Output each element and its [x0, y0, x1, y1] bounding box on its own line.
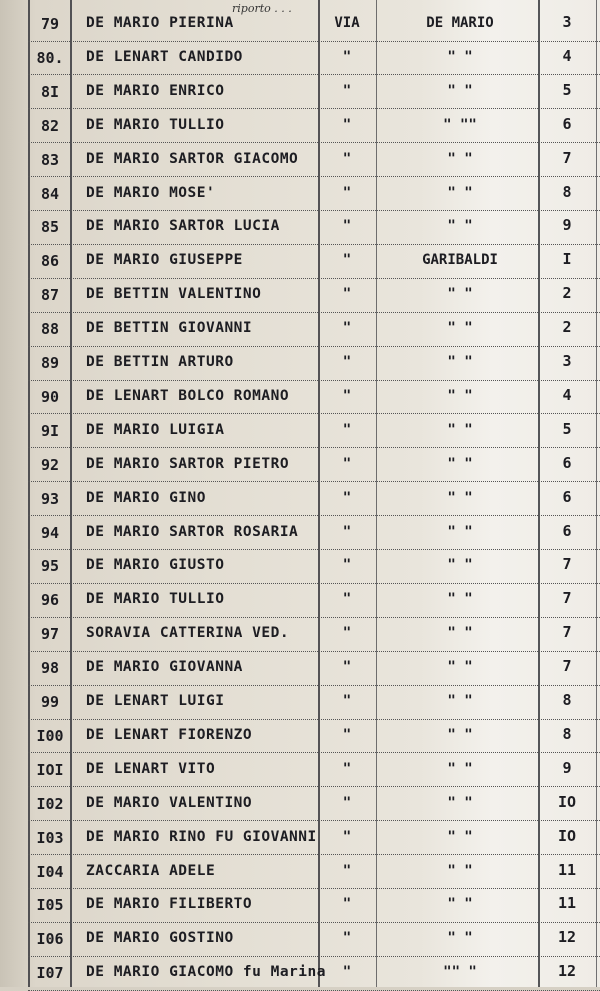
- resident-name: DE MARIO GIUSEPPE: [86, 252, 243, 269]
- via-cell: ": [342, 659, 352, 676]
- table-row: [0, 856, 600, 890]
- street-name: " ": [447, 82, 473, 99]
- row-number: 99: [40, 693, 60, 711]
- via-cell: ": [342, 286, 352, 303]
- resident-name: ZACCARIA ADELE: [86, 862, 216, 879]
- via-cell: ": [342, 557, 352, 574]
- row-number: 84: [40, 184, 60, 203]
- row-number: 85: [40, 218, 60, 237]
- resident-name: DE BETTIN VALENTINO: [86, 286, 262, 303]
- table-row: [0, 517, 600, 551]
- resident-name: SORAVIA CATTERINA VED.: [86, 625, 290, 642]
- street-name: " ": [447, 625, 473, 642]
- table-row: [0, 686, 600, 720]
- resident-name: DE MARIO ENRICO: [86, 82, 225, 99]
- house-number: 12: [557, 962, 577, 981]
- table-row: [0, 957, 600, 991]
- table-row: [0, 279, 600, 313]
- resident-name: DE MARIO SARTOR PIETRO: [86, 455, 290, 472]
- street-name: " ": [447, 421, 473, 438]
- street-name: "" ": [443, 964, 477, 981]
- street-name: " ": [447, 794, 473, 811]
- house-number: IO: [557, 792, 577, 811]
- street-name: " ": [447, 523, 473, 540]
- house-number: 6: [562, 487, 572, 506]
- resident-name: DE MARIO FILIBERTO: [86, 896, 253, 913]
- row-number: 96: [40, 591, 60, 610]
- house-number: 8: [562, 182, 572, 201]
- resident-name: DE LENART LUIGI: [86, 693, 225, 709]
- table-row: [0, 449, 600, 483]
- house-number: 5: [562, 80, 572, 99]
- table-row: [0, 144, 600, 178]
- resident-name: DE BETTIN GIOVANNI: [86, 320, 253, 337]
- table-row: [0, 584, 600, 618]
- row-number: I05: [36, 896, 64, 915]
- table-row: [0, 550, 600, 584]
- resident-name: DE MARIO TULLIO: [86, 116, 225, 133]
- via-cell: ": [342, 116, 352, 133]
- table-row: [0, 381, 600, 415]
- table-row: [0, 8, 600, 42]
- resident-name: DE MARIO SARTOR ROSARIA: [86, 523, 299, 540]
- table-row: [0, 618, 600, 652]
- via-cell: ": [342, 862, 352, 879]
- resident-name: DE MARIO GOSTINO: [86, 930, 234, 947]
- table-row: [0, 720, 600, 754]
- table-row: [0, 889, 600, 923]
- row-number: I02: [36, 794, 64, 813]
- row-number: I06: [36, 930, 64, 949]
- row-number: 92: [40, 455, 60, 474]
- table-row: [0, 245, 600, 279]
- house-number: 11: [557, 894, 577, 913]
- via-cell: ": [342, 387, 352, 404]
- street-name: " ": [447, 896, 473, 913]
- house-number: 7: [562, 555, 572, 574]
- via-cell: VIA: [334, 15, 360, 31]
- table-row: [0, 76, 600, 110]
- street-name: " ": [447, 218, 473, 235]
- via-cell: ": [342, 760, 352, 777]
- resident-name: DE LENART FIORENZO: [86, 726, 253, 743]
- via-cell: ": [342, 184, 352, 201]
- table-row: [0, 211, 600, 245]
- resident-name: DE MARIO GINO: [86, 489, 206, 506]
- street-name: DE MARIO: [426, 15, 494, 31]
- resident-name: DE MARIO GIOVANNA: [86, 659, 243, 676]
- house-number: 9: [562, 216, 572, 235]
- house-number: 7: [562, 148, 572, 167]
- resident-name: DE MARIO SARTOR GIACOMO: [86, 150, 299, 167]
- via-cell: ": [342, 693, 352, 709]
- via-cell: ": [342, 726, 352, 743]
- row-number: 83: [40, 150, 60, 169]
- resident-name: DE BETTIN ARTURO: [86, 354, 234, 370]
- resident-name: DE MARIO LUIGIA: [86, 421, 225, 438]
- house-number: 6: [562, 453, 572, 472]
- house-number: 7: [562, 623, 572, 642]
- house-number: 7: [562, 589, 572, 608]
- street-name: " ": [447, 693, 473, 709]
- street-name: " ": [447, 659, 473, 676]
- house-number: 6: [562, 114, 572, 133]
- row-number: IOI: [36, 760, 64, 779]
- row-number: 8I: [40, 82, 60, 101]
- row-number: 94: [40, 523, 60, 542]
- via-cell: ": [342, 896, 352, 913]
- street-name: GARIBALDI: [422, 252, 498, 269]
- row-number: 79: [40, 15, 60, 33]
- street-name: " ": [447, 930, 473, 947]
- row-number: 93: [40, 489, 60, 508]
- house-number: 12: [557, 928, 577, 947]
- resident-name: DE MARIO GIUSTO: [86, 557, 225, 574]
- resident-name: DE MARIO RINO FU GIOVANNI: [86, 828, 317, 845]
- via-cell: ": [342, 320, 352, 337]
- street-name: " ": [447, 455, 473, 472]
- house-number: 3: [562, 352, 572, 370]
- via-cell: ": [342, 252, 352, 269]
- table-row: [0, 788, 600, 822]
- via-cell: ": [342, 930, 352, 947]
- street-name: " ": [447, 557, 473, 574]
- via-cell: ": [342, 150, 352, 167]
- via-cell: ": [342, 48, 352, 65]
- house-number: 8: [562, 691, 572, 709]
- house-number: 4: [562, 385, 572, 404]
- table-row: [0, 923, 600, 957]
- row-number: I00: [36, 726, 64, 745]
- street-name: " ": [447, 489, 473, 506]
- street-name: " ": [447, 828, 473, 845]
- house-number: 3: [562, 13, 572, 31]
- via-cell: ": [342, 455, 352, 472]
- resident-name: DE MARIO GIACOMO fu Marina: [86, 964, 326, 981]
- via-cell: ": [342, 489, 352, 506]
- via-cell: ": [342, 354, 352, 370]
- house-number: 2: [562, 318, 572, 337]
- resident-name: DE MARIO TULLIO: [86, 591, 225, 608]
- street-name: " ": [447, 726, 473, 743]
- street-name: " ": [447, 862, 473, 879]
- row-number: 97: [40, 625, 60, 644]
- row-number: 89: [40, 354, 60, 372]
- resident-name: DE LENART CANDIDO: [86, 48, 243, 65]
- row-number: 88: [40, 320, 60, 339]
- via-cell: ": [342, 82, 352, 99]
- via-cell: ": [342, 828, 352, 845]
- street-name: " ": [447, 48, 473, 65]
- via-cell: ": [342, 591, 352, 608]
- row-number: 90: [40, 387, 60, 406]
- via-cell: ": [342, 421, 352, 438]
- street-name: " ": [447, 150, 473, 167]
- house-number: 5: [562, 419, 572, 438]
- table-row: [0, 347, 600, 381]
- table-row: [0, 415, 600, 449]
- via-cell: ": [342, 964, 352, 981]
- carry-over-note: riporto . . .: [232, 2, 292, 15]
- house-number: 11: [557, 860, 577, 879]
- row-number: 80.: [36, 48, 64, 67]
- table-row: [0, 483, 600, 517]
- table-row: [0, 652, 600, 686]
- street-name: " ": [447, 286, 473, 303]
- via-cell: ": [342, 523, 352, 540]
- table-row: [0, 42, 600, 76]
- house-number: IO: [557, 826, 577, 845]
- street-name: " ": [447, 760, 473, 777]
- resident-name: DE LENART VITO: [86, 760, 216, 777]
- row-number: 95: [40, 557, 60, 576]
- table-row: [0, 822, 600, 856]
- resident-name: DE MARIO PIERINA: [86, 15, 234, 31]
- house-number: 4: [562, 46, 572, 65]
- street-name: " "": [443, 116, 477, 133]
- house-number: 9: [562, 758, 572, 777]
- street-name: " ": [447, 184, 473, 201]
- via-cell: ": [342, 625, 352, 642]
- row-number: I03: [36, 828, 64, 847]
- street-name: " ": [447, 591, 473, 608]
- row-number: 86: [40, 252, 60, 271]
- row-number: I07: [36, 964, 64, 983]
- row-number: 82: [40, 116, 60, 135]
- table-row: [0, 178, 600, 212]
- row-number: 87: [40, 286, 60, 305]
- table-row: [0, 313, 600, 347]
- house-number: I: [562, 250, 572, 269]
- house-number: 2: [562, 284, 572, 303]
- street-name: " ": [447, 354, 473, 370]
- row-number: 9I: [40, 421, 60, 440]
- resident-name: DE MARIO VALENTINO: [86, 794, 253, 811]
- resident-name: DE MARIO SARTOR LUCIA: [86, 218, 280, 235]
- house-number: 8: [562, 724, 572, 743]
- table-row: [0, 110, 600, 144]
- resident-name: DE MARIO MOSE': [86, 184, 216, 201]
- resident-name: DE LENART BOLCO ROMANO: [86, 387, 290, 404]
- row-number: I04: [36, 862, 64, 881]
- table-row: [0, 754, 600, 788]
- street-name: " ": [447, 320, 473, 337]
- row-number: 98: [40, 659, 60, 678]
- via-cell: ": [342, 794, 352, 811]
- street-name: " ": [447, 387, 473, 404]
- via-cell: ": [342, 218, 352, 235]
- house-number: 6: [562, 521, 572, 540]
- house-number: 7: [562, 657, 572, 676]
